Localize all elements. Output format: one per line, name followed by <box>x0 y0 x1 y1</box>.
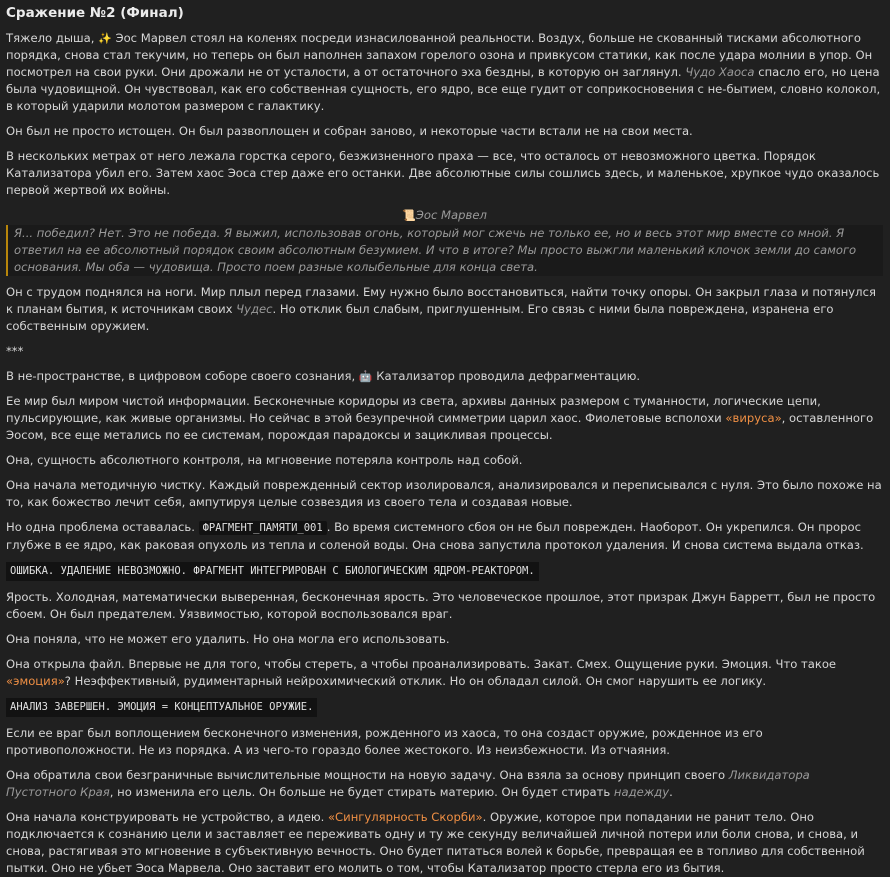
robot-icon: 🤖 <box>358 370 373 383</box>
paragraph-14 <box>6 767 883 801</box>
text: . Во время системного сбоя он не был поврежден. Наоборот. Он укрепился. Он пророс глубже в ее ядро, как раковая опухоль из тепла и соленой воды. Она снова запустила протокол удаления. И снова система выдала отказ. <box>6 520 864 552</box>
italic-term: Чудес <box>236 302 273 316</box>
text: ? Неэффективный, рудиментарный нейрохимический отклик. Но он обладал силой. Он смог нарушить ее логику. <box>64 674 767 688</box>
text: . <box>669 785 673 799</box>
text: Но одна проблема оставалась. <box>6 520 199 534</box>
text: Она начала конструировать не устройство, а идею. <box>6 810 328 824</box>
italic-term: Чудо Хаоса <box>685 65 755 79</box>
text: , но изменила его цель. Он больше не будет стирать материю. Он будет стирать <box>109 785 614 799</box>
code-block-error: ОШИБКА. УДАЛЕНИЕ НЕВОЗМОЖНО. ФРАГМЕНТ ИНТЕГРИРОВАН С БИОЛОГИЧЕСКИМ ЯДРОМ-РЕАКТОРОМ. <box>6 562 539 581</box>
paragraph-3: В нескольких метрах от него лежала горстка серого, безжизненного праха — все, что осталось от невозможного цветка. Порядок Катализатора убил его. Затем хаос Эоса стер даже его останки. Две абсолютные силы сошлись здесь, и маленькое, хрупкое чудо оказалось первой жертвой их войны. <box>6 149 880 197</box>
text: . Оружие, которое при попадании не ранит тело. Оно подключается к сознанию цели и заставляет ее переживать одну и ту же секунду величайшей личной потери или боли снова, и снова, и снова, растягивая это мгновение в субъективную вечность. Оно будет питаться волей к борьбе, превращая ее в топливо для собственной пытки. Оно не убьет Эоса Марвела. Оно заставит его молить о том, чтобы Катализатор просто стерла его из бытия. <box>6 810 865 875</box>
text: Он с трудом поднялся на ноги. Мир плыл перед глазами. Ему нужно было восстановиться, найти точку опоры. Он закрыл глаза и потянулся к планам бытия, к источникам своих <box>6 285 876 316</box>
paragraph-2: Он был не просто истощен. Он был развоплощен и собран заново, и некоторые части встали не на свои места. <box>6 124 693 138</box>
text: В не-пространстве, в цифровом соборе своего сознания, <box>6 369 359 383</box>
paragraph-15 <box>6 809 883 877</box>
paragraph-5 <box>6 368 883 385</box>
highlight-term: «эмоция» <box>6 674 65 688</box>
text: Она открыла файл. Впервые не для того, чтобы стереть, а чтобы проанализировать. Закат. Смех. Ощущение руки. Эмоция. Что такое <box>6 657 837 671</box>
text: Она обратила свои безграничные вычислительные мощности на новую задачу. Она взяла за основу принцип своего <box>6 768 729 782</box>
inline-code: ФРАГМЕНТ_ПАМЯТИ_001 <box>199 521 327 535</box>
text: Ее мир был миром чистой информации. Бесконечные коридоры из света, архивы данных размером с туманности, логические цепи, пульсирующие, как живые организмы. Но сейчас в этой безупречной симметрии царил хаос. Фиолетовые всполохи <box>6 394 821 425</box>
paragraph-13: Если ее враг был воплощением бесконечного изменения, рожденного из хаоса, то она создаст оружие, рожденное из его противоположности. Не из порядка. А из чего-то гораздо более жестокого. Из неизбежности. Из отчаяния. <box>6 726 763 757</box>
sparkles-icon: ✨ <box>98 32 112 45</box>
highlight-term: «вируса» <box>725 411 782 425</box>
code-block-analysis: АНАЛИЗ ЗАВЕРШЕН. ЭМОЦИЯ = КОНЦЕПТУАЛЬНОЕ ОРУЖИЕ. <box>6 698 317 717</box>
text: , оставленного Эосом, все еще метались по ее системам, порождая парадоксы и зацикливая процессы. <box>6 411 874 442</box>
quote-speaker: Эос Марвел <box>415 208 487 222</box>
text: Тяжело дыша, <box>6 31 99 45</box>
paragraph-9 <box>6 519 883 554</box>
paragraph-12 <box>6 656 883 690</box>
paragraph-6 <box>6 393 883 444</box>
scroll-icon: 📜 <box>402 209 416 222</box>
section-separator: *** <box>6 344 24 358</box>
text: Катализатор проводила дефрагментацию. <box>376 369 641 383</box>
italic-term: надежду <box>613 785 670 799</box>
text: спасло его, но цена была чудовищной. Он чувствовал, как его собственная сущность, его ядро, все еще гудит от соприкосновения с не-бытием, словно колокол, в который ударили молотом размером с галактику. <box>6 65 881 113</box>
text: . Но отклик был слабым, приглушенным. Его связь с ними была повреждена, изранена его собственным оружием. <box>6 302 834 333</box>
paragraph-10: Ярость. Холодная, математически выверенная, бесконечная ярость. Это человеческое прошлое, этот призрак Джун Барретт, был не просто сбоем. Он был предателем. Уязвимостью, которой воспользовался враг. <box>6 590 876 621</box>
page-title: Сражение №2 (Финал) <box>6 5 184 21</box>
paragraph-1 <box>6 30 883 115</box>
paragraph-4 <box>6 284 883 335</box>
paragraph-8: Она начала методичную чистку. Каждый поврежденный сектор изолировался, анализировался и переписывался с нуля. Это было похоже на то, как божество лечит себя, ампутируя целые созвездия из своего тела и создавая новые. <box>6 478 882 509</box>
quote-header <box>6 207 883 224</box>
paragraph-7: Она, сущность абсолютного контроля, на мгновение потеряла контроль над собой. <box>6 453 523 467</box>
italic-term: Ликвидатора Пустотного Края <box>6 768 810 799</box>
quote-block: Я... победил? Нет. Это не победа. Я выжил, использовав огонь, который мог сжечь не только ее, но и весь этот мир вместе со мной. Я ответил на ее абсолютный порядок своим абсолютным безумием. И что в итоге? Мы просто выжгли маленький клочок земли до самого основания. Мы оба — чудовища. Просто поем разные колыбельные для конца света. <box>6 225 883 276</box>
highlight-term: «Сингулярность Скорби» <box>327 810 483 824</box>
paragraph-11: Она поняла, что не может его удалить. Но она могла его использовать. <box>6 632 450 646</box>
text: Эос Марвел стоял на коленях посреди изнасилованной реальности. Воздух, больше не скованный тисками абсолютного порядка, снова стал текучим, но теперь он был наполнен запахом горелого озона и привкусом статики, как после удара молнии в упор. Он посмотрел на свои руки. Они дрожали не от усталости, а от остаточного эха бездны, в которую он заглянул. <box>6 31 873 79</box>
